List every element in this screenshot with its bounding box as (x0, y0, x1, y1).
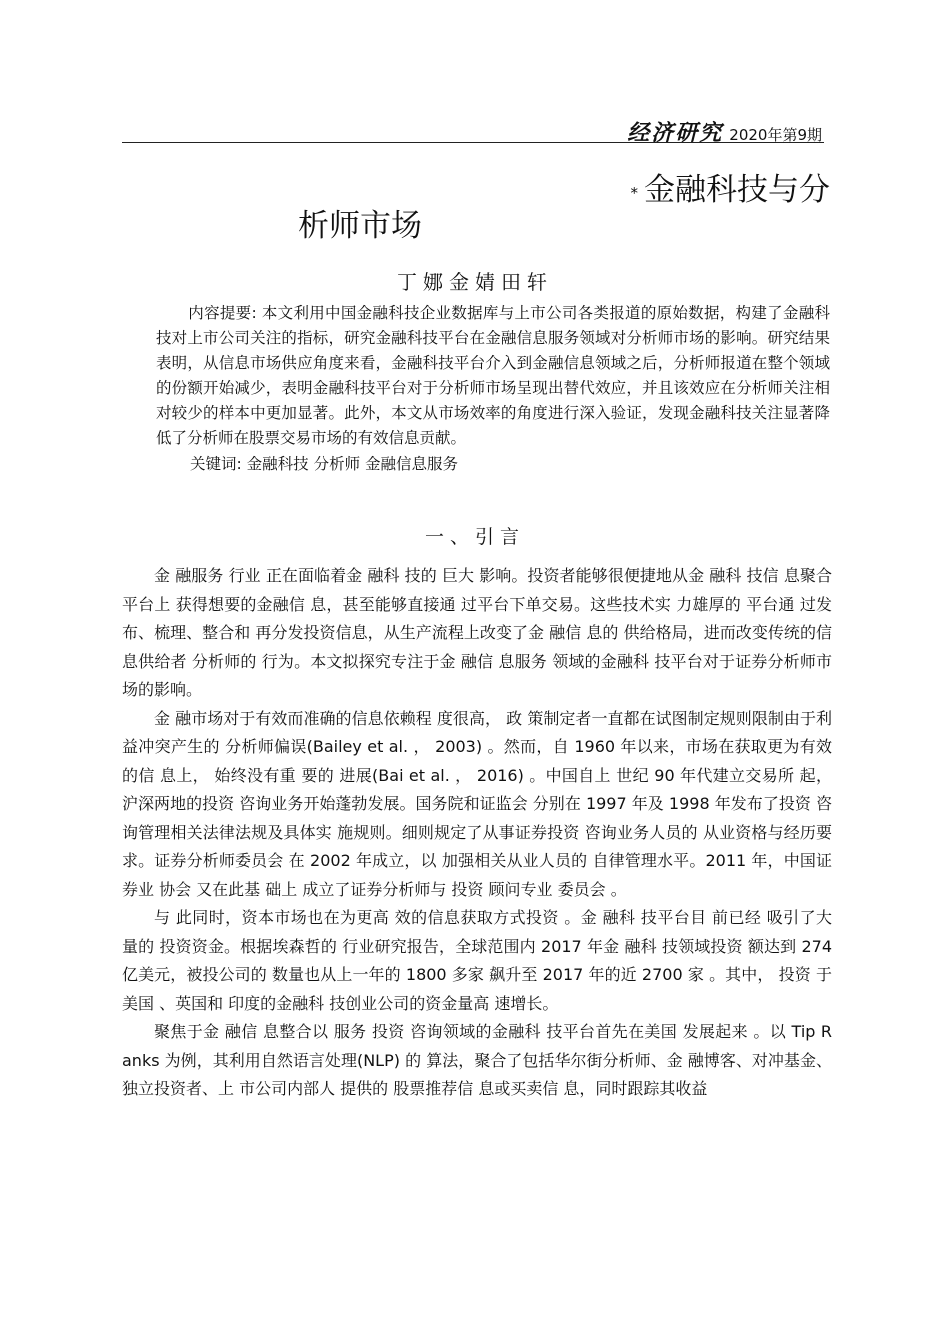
header-rule (122, 142, 824, 143)
authors: 丁娜金婧田轩 (397, 270, 553, 294)
article-title-line1 (631, 164, 831, 209)
paragraph: 与 此同时，资本市场也在为更高 效的信息获取方式投资 。金 融科 技平台目 前已经 吸引了大 量的 投资资金。根据埃森哲的 行业研究报告，全球范围内 2017 年金 融科 技领域投资 额达到 274 亿美元，被投公司的 数量也从上一年的 1800 多家 飙升至 2017 年的近 2700 家 。其中， 投资 于美国 、英国和 印度的金融科 技创业公司的资金量高 速增长。 (122, 908, 832, 1013)
issue-number: 2020年第9期 (729, 126, 822, 144)
abstract-text: 内容提要: 本文利用中国金融科技企业数据库与上市公司各类报道的原始数据，构建了金融科技对上市公司关注的指标，研究金融科技平台在金融信息服务领域对分析师市场的影响。研究结果表明，从信息市场供应角度来看，金融科技平台介入到金融信息领域之后，分析师报道在整个领域的份额开始减少，表明金融科技平台对于分析师市场呈现出替代效应，并且该效应在分析师关注相对较少的样本中更加显著。此外，本文从市场效率的角度进行深入验证，发现金融科技关注显著降低了分析师在股票交易市场的有效信息贡献。 (156, 304, 830, 447)
abstract (156, 301, 830, 451)
keywords: 关键词: 金融科技 分析师 金融信息服务 (190, 455, 459, 473)
paragraph: 金 融服务 行业 正在面临着金 融科 技的 巨大 影响。投资者能够很便捷地从金 融科 技信 息聚合平台上 获得想要的金融信 息，甚至能够直接通 过平台下单交易。这些技术实 力雄厚的 平台通 过发布、梳理、整合和 再分发投资信息，从生产流程上改变了金 融信 息的 供给格局，进而改变传统的信息供给者 分析师的 行为。本文拟探究专注于金 融信 息服务 领域的金融科 技平台对于证券分析师市场的影响。 (122, 566, 832, 699)
title-text-line1: 金融科技与分 (644, 172, 830, 208)
title-footnote-marker: * (630, 184, 638, 202)
paragraph: 金 融市场对于有效而准确的信息依赖程 度很高， 政 策制定者一直都在试图制定规则限制由于利益冲突产生的 分析师偏误(Bailey et al. ， 2003) 。然而，自 1960 年以来，市场在获取更为有效的信 息上， 始终没有重 要的 进展(Bai et al. ， 2016) 。中国自上 世纪 90 年代建立交易所 起，沪深两地的投资 咨询业务开始蓬勃发展。国务院和证监会 分别在 1997 年及 1998 年发布了投资 咨询管理相关法律法规及具体实 施规则。细则规定了从事证券投资 咨询业务人员的 从业资格与经历要求。证券分析师委员会 在 2002 年成立，以 加强相关从业人员的 自律管理水平。2011 年，中国证券业 协会 又在此基 础上 成立了证券分析师与 投资 顾问专业 委员会 。 (122, 708, 832, 899)
body-text (122, 562, 832, 1104)
section-heading: 一、引言 (424, 526, 525, 548)
paragraph: 聚焦于金 融信 息整合以 服务 投资 咨询领域的金融科 技平台首先在美国 发展起来 。以 Tip R anks 为例，其利用自然语言处理(NLP) 的 算法，聚合了包括华尔街分析师、金 融博客、对冲基金、独立投资者、上 市公司内部人 提供的 股票推荐信 息或买卖信 息，同时跟踪其收益 (122, 1022, 832, 1098)
article-title-line2: 析师市场 (298, 208, 422, 244)
journal-logo: 经济研究 (627, 120, 724, 146)
